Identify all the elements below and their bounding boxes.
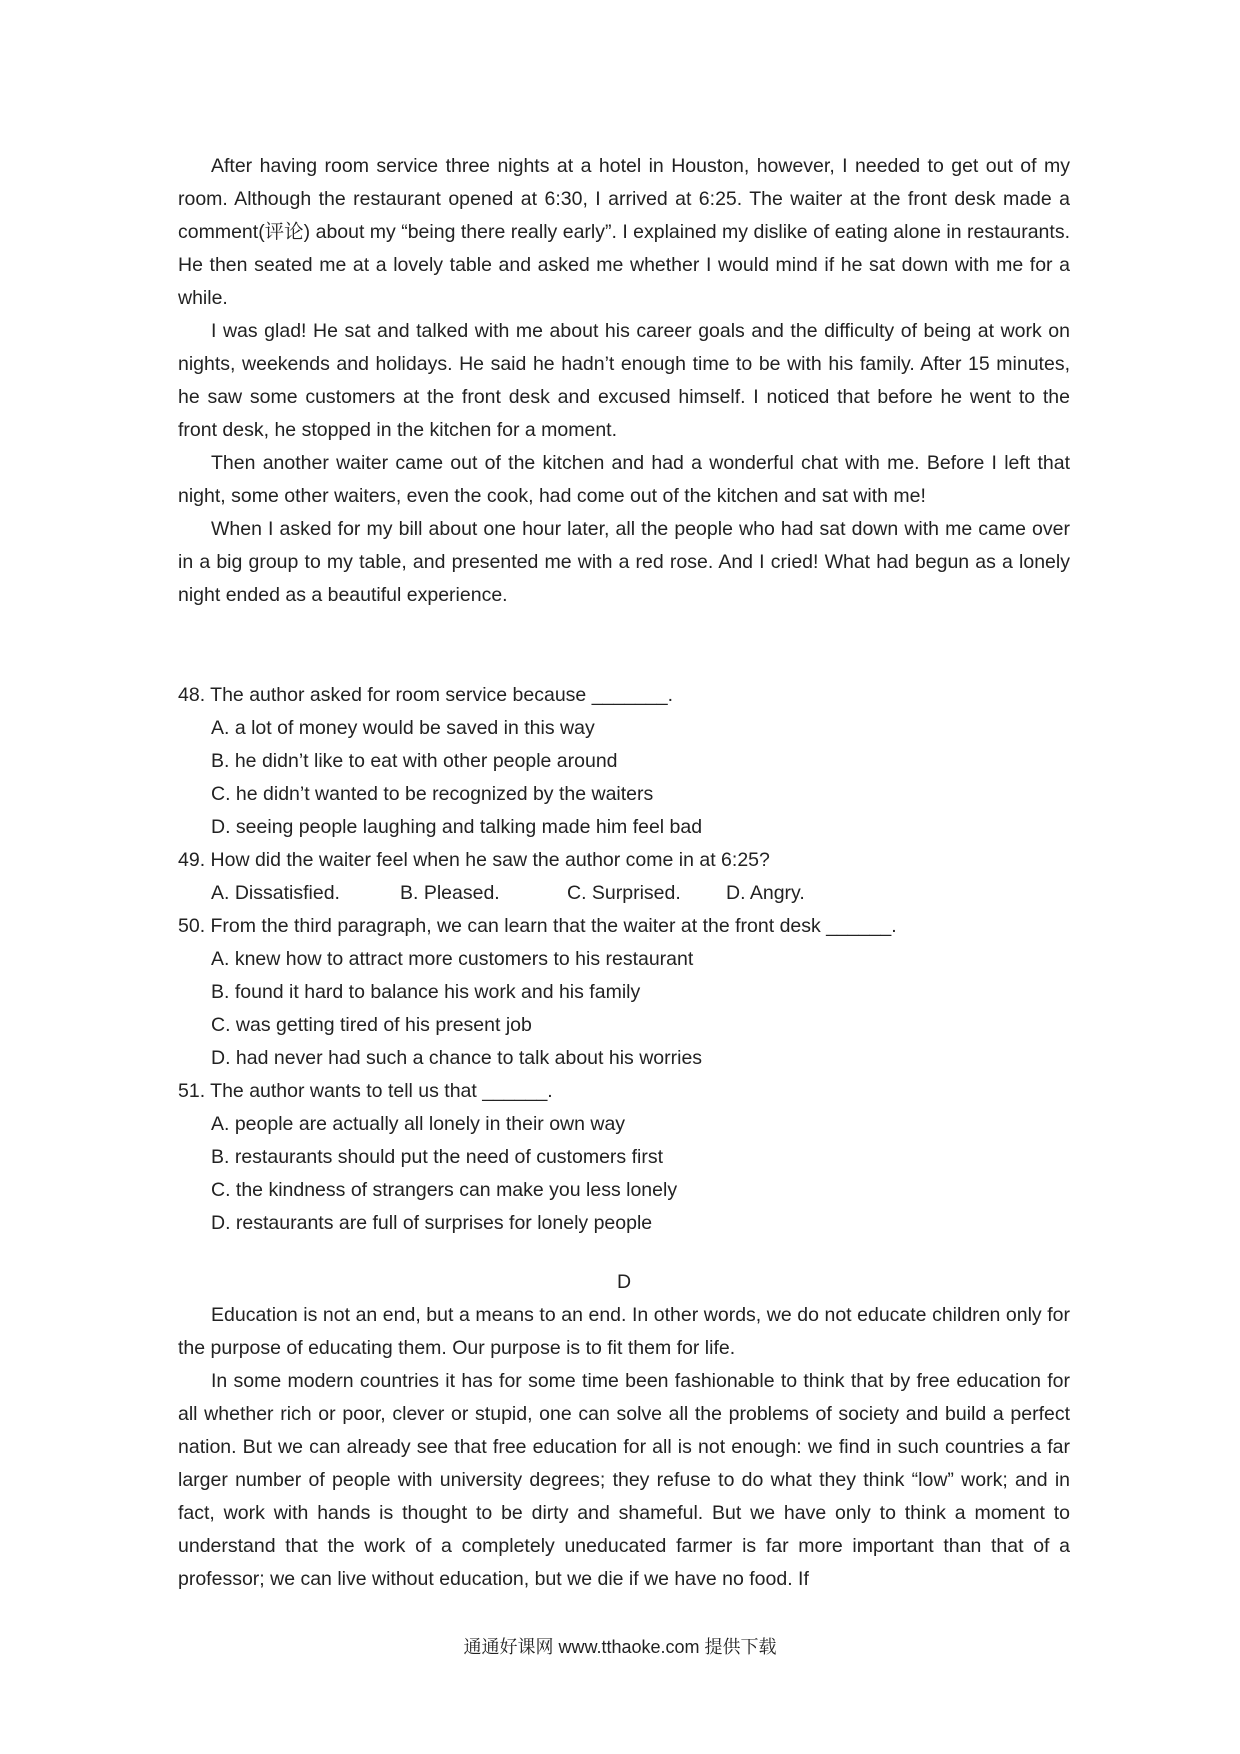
- option-d: D. restaurants are full of surprises for lonely people: [211, 1212, 653, 1234]
- passage-d-paragraph-2: In some modern countries it has for some time been fashionable to think that by free education for all whether rich or poor, clever or stupid, one can solve all the problems of society and build a perfect nation. But we can already see that free education for all is not enough: we find in such countries a far larger number of people with university degrees; they refuse to do what they think “low” work; and in fact, work with hands is thought to be dirty and shameful. But we have only to think a moment to understand that the work of a completely uneducated farmer is far more important than that of a professor; we can live without education, but we die if we have no food. If: [178, 1370, 1070, 1590]
- option-c: C. Surprised.: [567, 882, 681, 904]
- question-48: [178, 679, 1070, 844]
- page-content: [178, 150, 1070, 1596]
- page-footer: 通通好课网 www.tthaoke.com 提供下载: [463, 1637, 777, 1657]
- passage-c-paragraph-1: After having room service three nights at a hotel in Houston, however, I needed to get out of my room. Although the restaurant opened at 6:30, I arrived at 6:25. The waiter at the front desk made a comment(评论) about my “being there really early”. I explained my dislike of eating alone in restaurants. He then seated me at a lovely table and asked me whether I would mind if he sat down with me for a while.: [178, 155, 1070, 309]
- passage-c-paragraph-2: I was glad! He sat and talked with me about his career goals and the difficulty of being at work on nights, weekends and holidays. He said he hadn’t enough time to be with his family. After 15 minutes, he saw some customers at the front desk and excused himself. I noticed that before he went to the front desk, he stopped in the kitchen for a moment.: [178, 320, 1070, 441]
- option-b: B. restaurants should put the need of customers first: [211, 1146, 663, 1168]
- spacer: [178, 612, 1070, 679]
- question-stem: 50. From the third paragraph, we can learn that the waiter at the front desk ______.: [178, 915, 897, 937]
- option-d: D. had never had such a chance to talk about his worries: [211, 1047, 703, 1069]
- section-title-d: D: [616, 1271, 632, 1293]
- question-50: [178, 910, 1070, 1075]
- option-d: D. Angry.: [726, 882, 805, 904]
- option-a: A. people are actually all lonely in their own way: [211, 1113, 626, 1135]
- question-51: [178, 1075, 1070, 1240]
- passage-c-paragraph-3: Then another waiter came out of the kitchen and had a wonderful chat with me. Before I left that night, some other waiters, even the cook, had come out of the kitchen and sat with me!: [178, 452, 1070, 507]
- question-49: [178, 844, 1070, 910]
- passage-c-paragraph-4: When I asked for my bill about one hour later, all the people who had sat down with me came over in a big group to my table, and presented me with a red rose. And I cried! What had begun as a lonely night ended as a beautiful experience.: [178, 518, 1070, 606]
- option-c: C. he didn’t wanted to be recognized by the waiters: [211, 783, 654, 805]
- options-row: [178, 877, 1070, 910]
- option-b: B. he didn’t like to eat with other people around: [211, 750, 618, 772]
- option-a: A. a lot of money would be saved in this way: [211, 717, 595, 739]
- option-a: A. knew how to attract more customers to his restaurant: [211, 948, 694, 970]
- option-c: C. was getting tired of his present job: [211, 1014, 532, 1036]
- option-c: C. the kindness of strangers can make you less lonely: [211, 1179, 678, 1201]
- passage-d-paragraph-1: Education is not an end, but a means to an end. In other words, we do not educate children only for the purpose of educating them. Our purpose is to fit them for life.: [178, 1304, 1070, 1359]
- option-d: D. seeing people laughing and talking made him feel bad: [211, 816, 703, 838]
- question-stem: 48. The author asked for room service because _______.: [178, 684, 674, 706]
- option-b: B. found it hard to balance his work and his family: [211, 981, 641, 1003]
- option-b: B. Pleased.: [400, 882, 500, 904]
- question-stem: 49. How did the waiter feel when he saw the author come in at 6:25?: [178, 849, 770, 871]
- question-stem: 51. The author wants to tell us that ______.: [178, 1080, 553, 1102]
- option-a: A. Dissatisfied.: [211, 882, 340, 904]
